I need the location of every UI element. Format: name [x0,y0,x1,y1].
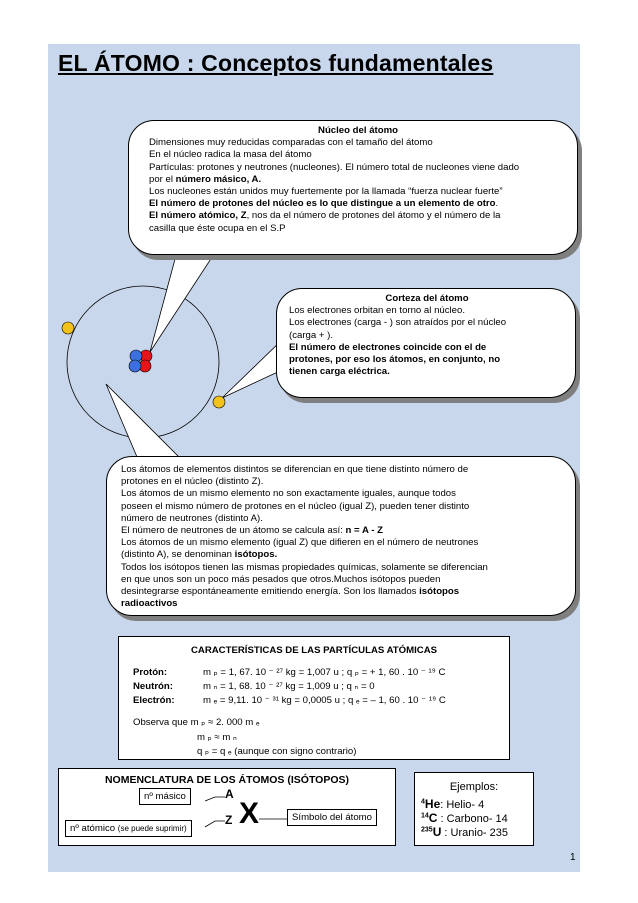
nucleo-line: Partículas: protones y neutrones (nucleones). El número total de nucleones viene dado [149,161,520,173]
numero-masico-term: número másico, A. [175,173,262,185]
iso-line: desintegrarse espontáneamente emitiendo energía. Son los llamados isótopos [121,586,460,598]
radioactivos-term: isótopos [419,586,460,598]
numero-masico-box: nº másico [139,788,191,805]
numero-atomico-box: nº atómico (se puede suprimir) [65,820,192,837]
ejemplos-box [414,772,534,846]
iso-line: El número de neutrones de un átomo se calcula así: n = A - Z [121,525,383,537]
corteza-line: El número de electrones coincide con el de [289,341,487,353]
observa-line: m ₚ ≈ m ₙ [197,732,237,743]
ejemplos-header: Ejemplos: [449,781,499,793]
corteza-line: tienen carga eléctrica. [289,366,390,378]
ejemplo-row: $^{235}$U : Uranio- 235 [421,825,509,839]
iso-line: poseen el mismo número de protones en el núcleo (igual Z), pueden tener distinto [121,500,470,512]
corteza-line: (carga + ). [289,329,333,341]
observa-line: q ₚ = q ₑ (aunque con signo contrario) [197,746,357,757]
iso-line: Todos los isótopos tienen las mismas propiedades químicas, solamente se diferencian [121,561,488,573]
corteza-callout [276,288,576,398]
corteza-line: Los electrones orbitan en torno al núcleo. [289,305,465,317]
observa-line: Observa que m ₚ ≈ 2. 000 m ₑ [133,717,260,728]
iso-line: radioactivos [121,598,178,610]
numero-atomico-term: El número atómico, Z [149,210,247,222]
nucleo-line: Dimensiones muy reducidas comparadas con el tamaño del átomo [149,137,433,149]
neutron-formula: n = A - Z [345,525,383,537]
electron-value: m ₑ = 9,11. 10 ⁻ ³¹ kg = 0,0005 u ; q ₑ = – 1, 60 . 10 ⁻ ¹⁹ C [203,695,446,706]
nucleo-line: En el núcleo radica la masa del átomo [149,149,312,161]
proton-label: Protón: [133,667,168,678]
nomenclatura-connectors [59,769,397,847]
ejemplo-row: $^{14}$C : Carbono- 14 [421,811,508,825]
nucleo-line: casilla que éste ocupa en el S.P [149,222,286,234]
corteza-line: Los electrones (carga - ) son atraídos por el núcleo [289,317,507,329]
corteza-line: protones, por eso los átomos, en conjunto, no [289,354,501,366]
symbol-a: A [225,787,234,801]
ejemplo-row: $^4$He: Helio- 4 [421,797,485,811]
nucleo-line: por el número másico, A. [149,173,262,185]
page-title: EL ÁTOMO : Conceptos fundamentales [58,50,494,76]
iso-line: número de neutrones (distinto A). [121,512,263,524]
nucleo-callout [128,120,578,255]
neutron-value: m ₙ = 1, 68. 10 ⁻ ²⁷ kg = 1,009 u ; q ₙ = 0 [203,681,375,692]
nucleo-line: Los nucleones están unidos muy fuertemente por la llamada “fuerza nuclear fuerte” [149,186,503,198]
neutron-label: Neutrón: [133,681,173,692]
iso-line: Los átomos de un mismo elemento no son exactamente iguales, aunque todos [121,488,456,500]
iso-line: protones en el núcleo (distinto Z). [121,476,264,488]
iso-line: (distinto A), se denominan isótopos. [121,549,278,561]
symbol-z: Z [225,813,233,827]
isotopos-term: isótopos. [234,549,278,561]
corteza-header: Corteza del átomo [385,293,469,304]
nomenclatura-box [58,768,396,846]
symbol-x: X [239,797,260,830]
caracteristicas-box [118,636,510,760]
nucleo-line: El número atómico, Z, nos da el número de protones del átomo y el número de la [149,210,501,222]
electron-label: Electrón: [133,695,175,706]
nucleo-header: Núcleo del átomo [318,125,398,136]
nomenclatura-header: NOMENCLATURA DE LOS ÁTOMOS (ISÓTOPOS) [104,774,350,786]
nucleo-line: El número de protones del núcleo es lo que distingue a un elemento de otro. [149,198,499,210]
page-number: 1 [570,852,576,863]
caracteristicas-header: CARACTERÍSTICAS DE LAS PARTÍCULAS ATÓMICAS [190,645,438,656]
iso-line: Los átomos de elementos distintos se diferencian en que tiene distinto número de [121,464,469,475]
simbolo-box: Símbolo del átomo [287,809,377,826]
iso-line: en que unos son un poco más pesados que otros.Muchos isótopos pueden [121,573,441,585]
isotopos-callout [106,456,576,616]
proton-value: m ₚ = 1, 67. 10 ⁻ ²⁷ kg = 1,007 u ; q ₚ = + 1, 60 . 10 ⁻ ¹⁹ C [203,667,446,678]
iso-line: Los átomos de un mismo elemento (igual Z) que difieren en el número de neutrones [121,537,479,549]
